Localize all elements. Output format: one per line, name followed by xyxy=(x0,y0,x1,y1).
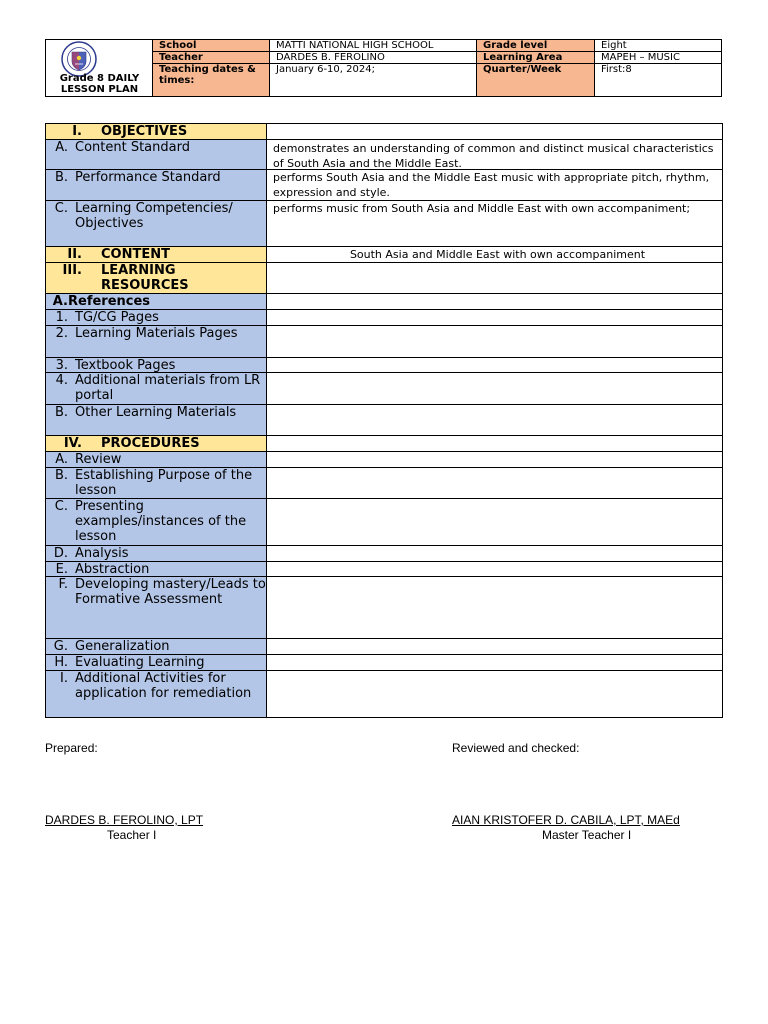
row-label: Developing mastery/Leads to Formative Assessment xyxy=(75,577,266,607)
row-marker: D. xyxy=(53,546,68,561)
school-value: MATTI NATIONAL HIGH SCHOOL xyxy=(269,40,476,52)
grade-level-label: Grade level xyxy=(476,40,594,52)
developing-mastery-row xyxy=(46,577,722,639)
row-value xyxy=(267,358,722,372)
row-marker: 4. xyxy=(55,373,68,388)
row-label: TG/CG Pages xyxy=(75,310,159,325)
row-label: PROCEDURES xyxy=(101,436,200,451)
row-value xyxy=(267,655,722,670)
other-learning-materials-row xyxy=(46,405,722,436)
row-marker: B. xyxy=(54,170,68,185)
row-label: Learning Competencies/ Objectives xyxy=(75,201,233,231)
quarter-week-label: Quarter/Week xyxy=(476,64,594,96)
row-label: Content Standard xyxy=(75,140,190,155)
row-marker: 3. xyxy=(55,358,68,373)
row-value xyxy=(267,436,722,451)
school-label: School xyxy=(153,40,269,52)
grade-level-value: Eight xyxy=(594,40,721,52)
learning-competencies-row xyxy=(46,201,722,247)
objectives-row xyxy=(46,124,722,140)
row-value xyxy=(267,499,722,545)
establishing-purpose-row xyxy=(46,468,722,499)
row-marker: 1. xyxy=(55,310,68,325)
row-label: Additional Activities for application for remediation xyxy=(75,671,252,701)
row-marker: B. xyxy=(54,468,68,483)
teaching-dates-value: January 6-10, 2024; xyxy=(269,64,476,96)
row-marker: I. xyxy=(72,124,82,139)
row-value: performs South Asia and the Middle East music with appropriate pitch, rhythm, expression and style. xyxy=(273,171,710,199)
row-marker: A. xyxy=(55,452,68,467)
row-value xyxy=(267,310,722,325)
content-standard-row xyxy=(46,140,722,170)
row-marker: B. xyxy=(54,405,68,420)
review-row xyxy=(46,452,722,468)
prepared-label: Prepared: xyxy=(45,741,98,755)
quarter-week-value: First:8 xyxy=(594,64,721,96)
abstraction-row xyxy=(46,562,722,577)
references-row xyxy=(46,294,722,310)
learning-resources-row xyxy=(46,263,722,294)
procedures-row xyxy=(46,436,722,452)
preparer-name: DARDES B. FEROLINO, LPT xyxy=(45,813,204,827)
row-value xyxy=(267,452,722,467)
generalization-row xyxy=(46,639,722,655)
row-value xyxy=(267,373,722,404)
reviewer-title: Master Teacher I xyxy=(542,828,632,842)
row-value xyxy=(267,294,722,309)
row-label: Learning Materials Pages xyxy=(75,326,238,341)
row-marker: I. xyxy=(60,671,68,686)
learning-materials-pages-row xyxy=(46,326,722,358)
row-marker: C. xyxy=(54,499,68,514)
row-value xyxy=(267,468,722,498)
row-value xyxy=(267,639,722,654)
row-marker: A. xyxy=(55,140,68,155)
logo-cell xyxy=(46,40,153,96)
teacher-label: Teacher xyxy=(153,52,269,64)
row-label: Evaluating Learning xyxy=(75,655,205,670)
content-row xyxy=(46,247,722,263)
row-label: CONTENT xyxy=(101,247,170,262)
additional-activities-row xyxy=(46,671,722,717)
row-marker: G. xyxy=(53,639,68,654)
reviewed-label: Reviewed and checked: xyxy=(452,741,580,755)
lesson-plan-table xyxy=(45,123,723,718)
row-marker: 2. xyxy=(55,326,68,341)
row-marker: E. xyxy=(55,562,68,577)
evaluating-learning-row xyxy=(46,655,722,671)
row-marker: II. xyxy=(67,247,82,262)
teacher-value: DARDES B. FEROLINO xyxy=(269,52,476,64)
row-label: Review xyxy=(75,452,122,467)
row-marker: C. xyxy=(54,201,68,216)
row-value: demonstrates an understanding of common and distinct musical characteristics of South Asia and the Middle East. xyxy=(273,142,714,170)
row-value xyxy=(267,546,722,561)
row-label: Other Learning Materials xyxy=(75,405,237,420)
row-label: Additional materials from LR portal xyxy=(75,373,261,403)
row-value xyxy=(267,124,722,139)
row-value xyxy=(267,263,722,293)
presenting-examples-row xyxy=(46,499,722,546)
row-marker: H. xyxy=(54,655,68,670)
additional-materials-row xyxy=(46,373,722,405)
learning-area-label: Learning Area xyxy=(476,52,594,64)
row-value xyxy=(267,671,722,717)
row-marker: III. xyxy=(62,263,82,278)
row-label: References xyxy=(68,294,151,309)
textbook-pages-row xyxy=(46,358,722,373)
row-label: Textbook Pages xyxy=(75,358,176,373)
row-marker: IV. xyxy=(63,436,82,451)
row-value: performs music from South Asia and Middle East with own accompaniment; xyxy=(273,202,691,215)
preparer-title: Teacher I xyxy=(107,828,157,842)
teaching-dates-label: Teaching dates & times: xyxy=(153,64,269,96)
lesson-plan-title: Grade 8 DAILY LESSON PLAN xyxy=(59,73,140,95)
row-label: Abstraction xyxy=(75,562,150,577)
row-value xyxy=(267,405,722,435)
row-label: Presenting examples/instances of the lesson xyxy=(75,499,247,544)
row-label: OBJECTIVES xyxy=(101,124,188,139)
row-label: Analysis xyxy=(75,546,129,561)
deped-seal-icon xyxy=(55,41,103,77)
row-value: South Asia and Middle East with own accompaniment xyxy=(349,248,646,261)
reviewer-name: AIAN KRISTOFER D. CABILA, LPT, MAEd xyxy=(452,813,680,827)
row-label: Performance Standard xyxy=(75,170,221,185)
header-table xyxy=(45,39,722,97)
learning-area-value: MAPEH – MUSIC xyxy=(594,52,721,64)
row-value xyxy=(267,326,722,357)
row-value xyxy=(267,577,722,638)
row-label: Generalization xyxy=(75,639,170,654)
performance-standard-row xyxy=(46,170,722,201)
tg-cg-pages-row xyxy=(46,310,722,326)
row-marker: F. xyxy=(58,577,68,592)
row-value xyxy=(267,562,722,576)
row-marker: A. xyxy=(52,294,68,309)
row-label: LEARNING RESOURCES xyxy=(101,263,189,293)
row-label: Establishing Purpose of the lesson xyxy=(75,468,253,498)
analysis-row xyxy=(46,546,722,562)
